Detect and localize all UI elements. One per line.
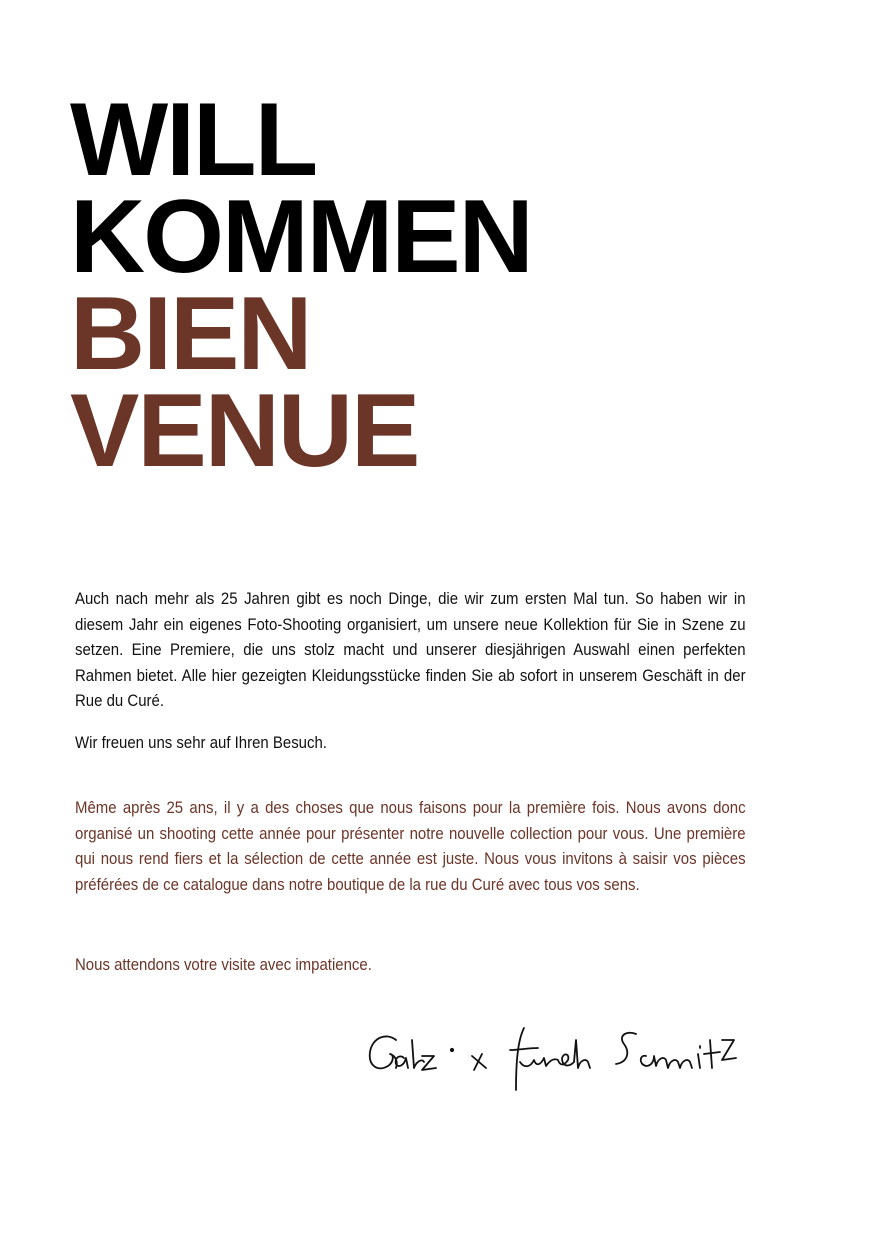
german-intro-paragraph: Auch nach mehr als 25 Jahren gibt es noch Dinge, die wir zum ersten Mal tun. So haben wir in diesem Jahr ein eigenes Foto-Shooting organisiert, um unsere neue Kollektion für Sie in Szene zu setzen. Eine Premiere, die uns stolz macht und unserer diesjährigen Auswahl einen perfekten Rahmen bietet. Alle hier gezeigten Kleidungsstücke finden Sie ab sofort in unserem Geschäft in der Rue du Curé. [75, 589, 746, 710]
french-closing-paragraph: Nous attendons votre visite avec impatience. [75, 955, 372, 974]
title-line-venue: VENUE [70, 373, 419, 489]
title-line-kommen: KOMMEN [70, 179, 532, 295]
french-intro-paragraph: Même après 25 ans, il y a des choses que nous faisons pour la première fois. Nous avons donc organisé un shooting cette année pour présenter notre nouvelle collection pour vous. Une première qui nous rend fiers et la sélection de cette année est juste. Nous vous invitons à saisir vos pièces préférées de ce catalogue dans notre boutique de la rue du Curé avec tous vos sens. [75, 798, 746, 894]
page-title [70, 82, 532, 489]
title-line-will: WILL [70, 82, 317, 198]
german-closing-paragraph: Wir freuen uns sehr auf Ihren Besuch. [75, 733, 327, 752]
handwritten-signature [360, 1010, 760, 1110]
title-line-bien: BIEN [70, 276, 311, 392]
